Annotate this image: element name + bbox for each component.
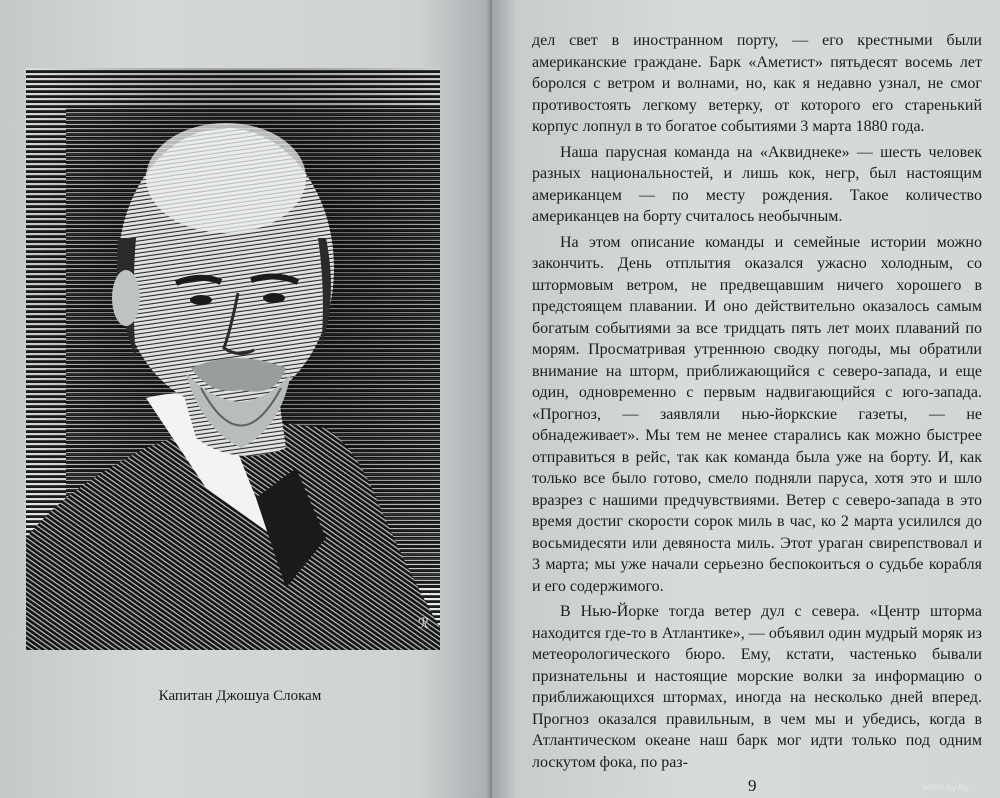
portrait-caption: Капитан Джошуа Слокам [158, 688, 322, 704]
page-number: 9 [748, 776, 757, 795]
left-page [0, 0, 492, 798]
body-text [532, 30, 982, 777]
paragraph: Наша парусная команда на «Аквиднеке» — шесть человек разных национальностей, и лишь кок, негр, был настоящим американцем — по месту рождения. Такое количество американцев на борту считалось необычным. [532, 143, 982, 225]
portrait-engraving [26, 68, 440, 650]
svg-text:ℛ: ℛ [418, 616, 430, 632]
paragraph: На этом описание команды и семейные истории можно закончить. День отплытия оказался ужасно холодным, со штормовым ветром, не предвещавшим ничего хорошего в предстоящем плавании. И оно действительно оказалось самым богатым событиями за все тридцать пять лет моих плаваний по морям. Просматривая утреннюю сводку погоды, мы обратили внимание на шторм, приближающийся с северо-запада, и еще один, одновременно с первым надвигающийся с юго-запада. «Прогноз, — заявляли нью-йоркские газеты, — не обнадеживает». Мы тем не менее старались как можно быстрее отправиться в рейс, так как команда была уже на борту. И, как только все было готово, смело подняли паруса, хотя это и шло вразрез с нашими предчувствиями. Ветер с северо-запада в это время достиг скорости сорок миль в час, ко 2 марта усилился до восьмидесяти или девяноста миль. Этот ураган свирепствовал и 3 марта; мы уже начали серьезно беспокоиться о судьбе корабля и его содержимого. [532, 233, 982, 595]
watermark: www.ay.by [922, 782, 970, 793]
paragraph: дел свет в иностранном порту, — его крестными были американские граждане. Барк «Аметист» пятьдесят восемь лет боролся с ветром и волнами, но, как я недавно узнал, не смог противостоять легкому ветерку, от которого его старенький корпус лопнул в то богатое событиями 3 марта 1880 года. [532, 32, 982, 135]
portrait-illustration [26, 68, 440, 650]
paragraph: В Нью-Йорке тогда ветер дул с севера. «Центр шторма находится где-то в Атлантике», — объявил один мудрый моряк из метеорологического бюро. Ему, кстати, частенько бывали признательны и настоящие морские волки за информацию о приближающихся штормах, иногда на несколько дней вперед. Прогноз оказался правильным, в чем мы и убедись, когда в Атлантическом океане наш барк мог идти только под одним лоскутом фока, по раз- [532, 603, 982, 771]
